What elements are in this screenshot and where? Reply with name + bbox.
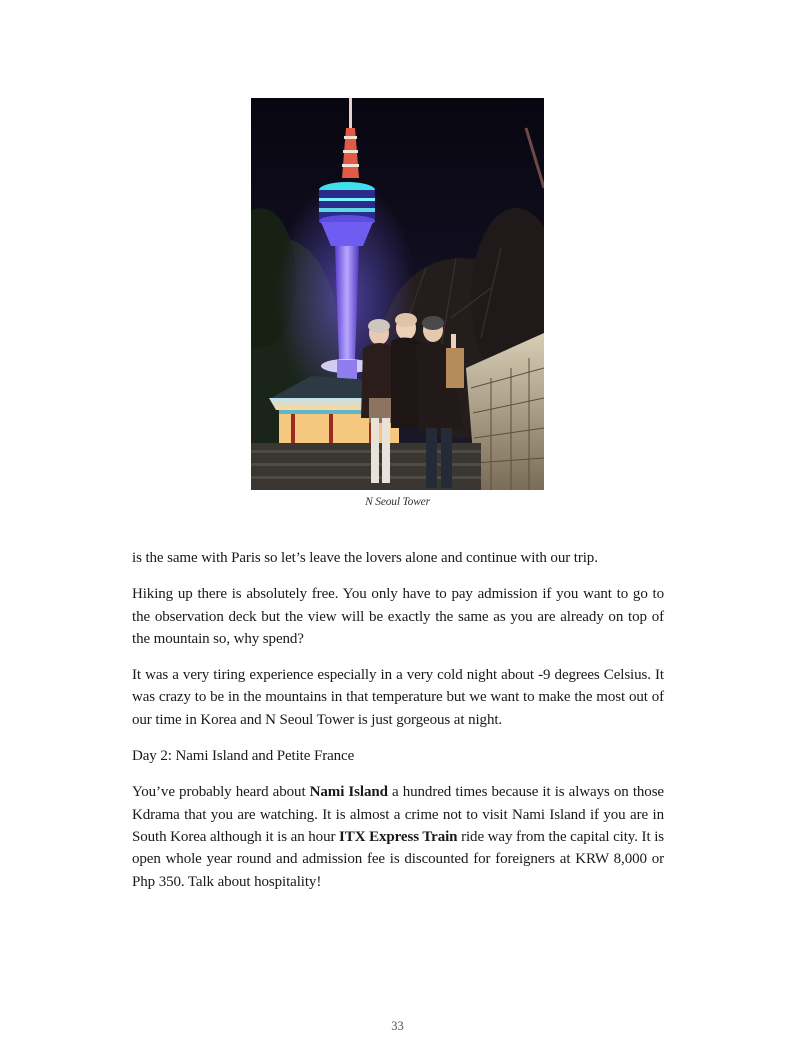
paragraph-hiking: Hiking up there is absolutely free. You only have to pay admission if you want to go to the observation deck but the view will be exactly the same as you are already on top of the mountain so, why spend? (132, 586, 664, 647)
paragraph-nami-island (132, 781, 664, 892)
page-number: 33 (391, 1019, 404, 1033)
paragraph-continuation: is the same with Paris so let’s leave the lovers alone and continue with our trip. (132, 550, 598, 566)
nami-island-bold: Nami Island (309, 784, 388, 801)
section-heading-day-2: Day 2: Nami Island and Petite France (132, 748, 355, 765)
nami-text-1: You’ve probably heard about (132, 784, 310, 801)
n-seoul-tower-photo (251, 98, 544, 490)
itx-express-train-bold: ITX Express Train (339, 828, 458, 845)
tower-shaft (335, 246, 359, 360)
article-body (132, 547, 664, 907)
nami-text-2: a hundred times because it is always on those Kdrama that you are watching. It is almost a crime not to visit Nami Island if you are in South Korea although it is an hour (132, 784, 664, 845)
nami-text-3: ride way from the capital city. It is open whole year round and admission fee is discounted for foreigners at KRW 8,000 or Php 350. Talk about hospitality! (132, 828, 664, 890)
figure-caption: N Seoul Tower (365, 496, 430, 508)
tower-observation-deck (319, 182, 375, 246)
paragraph-cold-night: It was a very tiring experience especially in a very cold night about -9 degrees Celsius. It was crazy to be in the mountains in that temperature but we want to make the most out of our time in Korea and N Seoul Tower is just gorgeous at night. (132, 667, 664, 728)
